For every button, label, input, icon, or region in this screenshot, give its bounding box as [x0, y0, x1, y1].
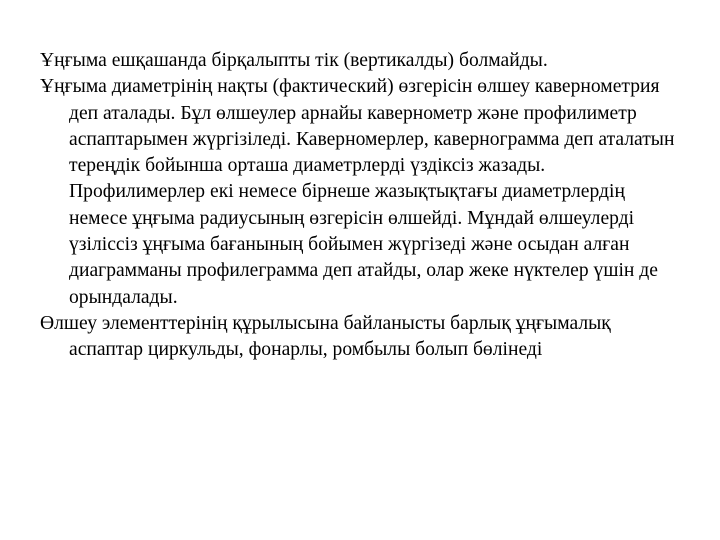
paragraph-2: Ұңғыма диаметрінің нақты (фактический) өзгерісін өлшеу кавернометрия деп аталады. Бұл өлшеулер арнайы каверномeтр және профилиметр аспаптарымен жүргізіледі. Каверномерлер, кавернограмма деп аталатын тереңдік бойынша орташа диаметрлерді үздіксіз жазады. Профилимерлер екі немесе бірнеше жазықтықтағы диаметрлердің немесе ұңғыма радиусының өзгерісін өлшейді. Мұндай өлшеулерді үзіліссіз ұңғыма бағанының бойымен жүргізеді және осыдан алған диаграмманы профилеграмма деп атайды, олар жеке нүктелер үшін де орындалады. — [40, 76, 675, 308]
paragraph-1: Ұңғыма ешқашанда бірқалыпты тік (вертикалды) болмайды. — [40, 50, 548, 71]
paragraph-3: Өлшеу элементтерінің құрылысына байланысты барлық ұңғымалық аспаптар циркульды, фонарлы, ромбылы болып бөлінеді — [40, 312, 611, 361]
slide-body — [40, 48, 680, 364]
